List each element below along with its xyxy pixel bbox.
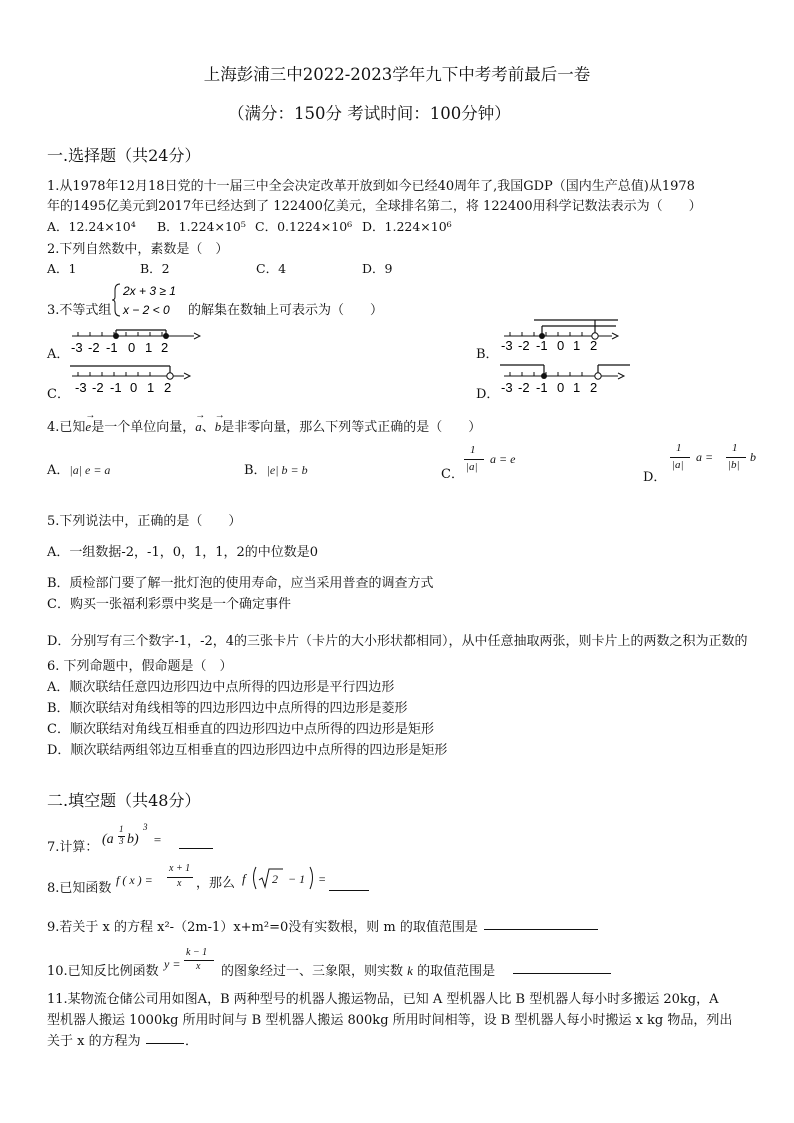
q3-label-d[interactable]: D． xyxy=(476,387,500,402)
q8-answer-blank[interactable] xyxy=(329,878,369,891)
svg-text:2: 2 xyxy=(590,380,598,395)
svg-text:-3: -3 xyxy=(75,380,87,395)
svg-text:-3: -3 xyxy=(71,340,83,355)
q9-answer-blank[interactable] xyxy=(484,917,598,930)
q1-option-d[interactable]: D．1.224×10⁶ xyxy=(362,219,452,234)
svg-text:0: 0 xyxy=(128,340,136,355)
section-heading-fill: 二.填空题（共48分） xyxy=(47,791,201,810)
q2-option-d[interactable]: D．9 xyxy=(362,261,393,276)
q11-line2: 型机器人搬运 1000kg 所用时间与 B 型机器人搬运 800kg 所用时间相等，设 B 型机器人每小时搬运 x kg 物品，列出 xyxy=(47,1013,733,1028)
q2-stem: 2.下列自然数中，素数是（ ） xyxy=(47,242,229,257)
q9-text: 9.若关于 x 的方程 x²-（2m-1）x+m²=0没有实数根，则 m 的取值范围是 xyxy=(47,920,478,935)
svg-text:-1: -1 xyxy=(536,338,548,353)
q10-prefix: 10.已知反比例函数 xyxy=(47,964,159,979)
q4-option-c-expr[interactable]: 1 |a| a = e xyxy=(466,444,516,473)
svg-text:-2: -2 xyxy=(518,380,530,395)
svg-text:-1: -1 xyxy=(110,380,122,395)
q6-option-d[interactable]: D．顺次联结两组邻边互相垂直的四边形四边中点所得的四边形是矩形 xyxy=(47,743,448,758)
q2-option-c[interactable]: C．4 xyxy=(256,261,287,276)
svg-text:1: 1 xyxy=(147,380,155,395)
q3-number-line-c[interactable] xyxy=(66,360,196,402)
svg-text:-3: -3 xyxy=(501,380,513,395)
q5-stem: 5.下列说法中，正确的是（ ） xyxy=(47,514,242,529)
svg-text:1: 1 xyxy=(573,338,581,353)
section-heading-choice: 一.选择题（共24分） xyxy=(47,146,201,165)
q3-number-line-a[interactable] xyxy=(66,318,201,360)
q1-option-c[interactable]: C．0.1224×10⁶ xyxy=(255,219,353,234)
q6-stem: 6. 下列命题中，假命题是（ ） xyxy=(47,659,233,674)
q3-label-c[interactable]: C． xyxy=(47,387,70,402)
q2-option-b[interactable]: B．2 xyxy=(140,261,170,276)
q8-expression: f ( x ) = x + 1 x ，那么 f 2 − 1 = xyxy=(116,863,327,891)
svg-text:2: 2 xyxy=(590,338,598,353)
q1-option-a[interactable]: A．12.24×10⁴ xyxy=(47,219,136,234)
q11-end: ． xyxy=(185,1034,199,1049)
q7-expression: (a 1 3 b) 3 = xyxy=(102,822,162,847)
q3-label-b[interactable]: B． xyxy=(476,347,499,362)
q10-answer-blank[interactable] xyxy=(513,961,611,974)
svg-text:-1: -1 xyxy=(106,340,118,355)
q4-option-d-label[interactable]: D． xyxy=(643,470,667,485)
q4-option-a[interactable]: A．|a| e = a xyxy=(47,463,111,478)
svg-text:2: 2 xyxy=(161,340,169,355)
svg-text:1: 1 xyxy=(145,340,153,355)
q3-stem-pre: 3.不等式组 xyxy=(47,303,112,318)
q4-stem: 4.已知 → e是一个单位向量， → a、 → b是非零向量，那么下列等式正确的是（ ） xyxy=(47,410,482,435)
q3-number-line-b[interactable] xyxy=(498,312,628,360)
page-subtitle: （满分：150分 考试时间：100分钟） xyxy=(228,104,511,123)
svg-text:0: 0 xyxy=(130,380,138,395)
q10-function: y = k − 1 x xyxy=(164,947,224,977)
q11-answer-blank[interactable] xyxy=(146,1031,184,1044)
svg-text:1: 1 xyxy=(573,380,581,395)
q4-option-c-label[interactable]: C． xyxy=(441,467,464,482)
q7-answer-blank[interactable] xyxy=(179,836,213,849)
q3-label-a[interactable]: A． xyxy=(47,347,70,362)
svg-text:0: 0 xyxy=(557,380,565,395)
q11-line1: 11.某物流仓储公司用如图A，B 两种型号的机器人搬运物品，已知 A 型机器人比 B 型机器人每小时多搬运 20kg，A xyxy=(47,992,719,1007)
q4-option-d-expr[interactable]: 1 |a| a = 1 |b| b xyxy=(672,442,756,471)
q6-option-b[interactable]: B．顺次联结对角线相等的四边形四边中点所得的四边形是菱形 xyxy=(47,701,408,716)
q1-line2: 年的1495亿美元到2017年已经达到了 122400亿美元，全球排名第二，将 122400用科学记数法表示为（ ） xyxy=(47,199,702,214)
svg-text:0: 0 xyxy=(557,338,565,353)
q10-middle: 的图象经过一、三象限，则实数 k 的取值范围是 xyxy=(221,963,496,979)
svg-text:-3: -3 xyxy=(501,338,513,353)
page-title: 上海彭浦三中2022-2023学年九下中考考前最后一卷 xyxy=(203,65,591,84)
q4-option-b[interactable]: B．|e| b = b xyxy=(244,463,308,478)
q1-line1: 1.从1978年12月18日党的十一届三中全会决定改革开放到如今已经40周年了,我国GDP（国内生产总值)从1978 xyxy=(47,179,695,194)
q3-number-line-d[interactable] xyxy=(498,358,633,400)
q3-inequality-system xyxy=(112,280,192,320)
svg-text:-2: -2 xyxy=(518,338,530,353)
q6-option-c[interactable]: C．顺次联结对角线互相垂直的四边形四边中点所得的四边形是矩形 xyxy=(47,722,434,737)
q6-option-a[interactable]: A．顺次联结任意四边形四边中点所得的四边形是平行四边形 xyxy=(47,680,395,695)
q11-line3: 关于 x 的方程为 xyxy=(47,1034,141,1049)
q3-ineq-1: 2x + 3 ≥ 1 xyxy=(123,284,176,298)
q5-option-d[interactable]: D．分别写有三个数字-1，-2，4的三张卡片（卡片的大小形状都相同），从中任意抽取两张，则卡片上的两数之积为正数的 xyxy=(47,634,748,649)
svg-text:-2: -2 xyxy=(88,340,100,355)
q8-prefix: 8.已知函数 xyxy=(47,881,112,896)
q3-ineq-2: x − 2 < 0 xyxy=(123,303,170,317)
svg-text:-1: -1 xyxy=(536,380,548,395)
q5-option-b[interactable]: B．质检部门要了解一批灯泡的使用寿命，应当采用普查的调查方式 xyxy=(47,576,434,591)
q5-option-a[interactable]: A．一组数据-2，-1，0，1，1，2的中位数是0 xyxy=(47,545,319,560)
q2-option-a[interactable]: A．1 xyxy=(47,261,77,276)
q5-option-c[interactable]: C．购买一张福利彩票中奖是一个确定事件 xyxy=(47,597,291,612)
q1-option-b[interactable]: B．1.224×10⁵ xyxy=(157,219,246,234)
q3-stem-post: 的解集在数轴上可表示为（ ） xyxy=(188,303,384,318)
svg-text:2: 2 xyxy=(164,380,172,395)
q7-prefix: 7.计算： xyxy=(47,840,99,855)
svg-text:-2: -2 xyxy=(92,380,104,395)
